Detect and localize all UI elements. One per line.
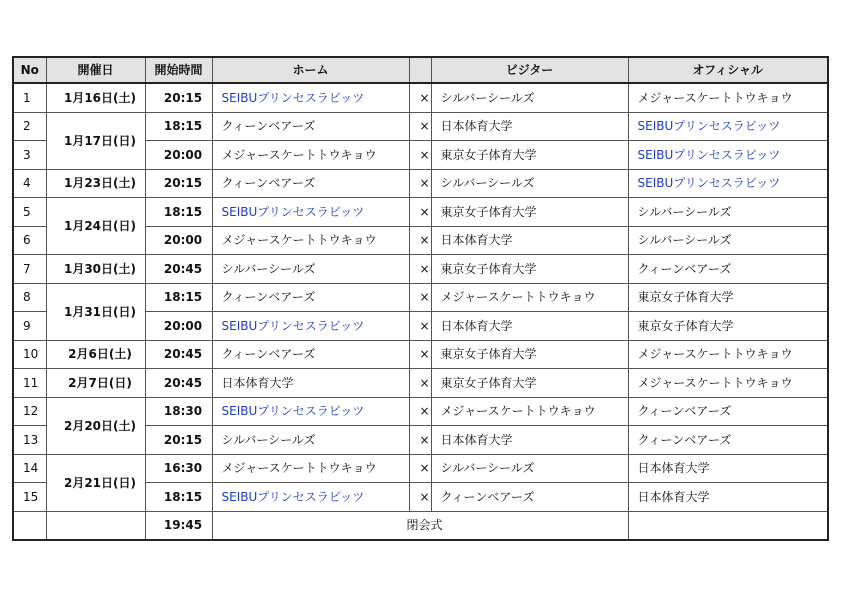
visitor-team: メジャースケートトウキョウ	[431, 283, 628, 312]
row-number: 3	[13, 141, 46, 170]
home-team: シルバーシールズ	[212, 426, 409, 455]
row-number: 10	[13, 340, 46, 369]
official-team: クィーンベアーズ	[628, 397, 828, 426]
home-team: SEIBUプリンセスラビッツ	[212, 198, 409, 227]
header-time: 開始時間	[145, 57, 212, 83]
header-no: No	[13, 57, 46, 83]
home-team: クィーンベアーズ	[212, 112, 409, 141]
date-cell: 2月6日(土)	[46, 340, 145, 369]
date-cell: 1月16日(土)	[46, 83, 145, 112]
start-time: 16:30	[145, 454, 212, 483]
official-team: メジャースケートトウキョウ	[628, 340, 828, 369]
versus-mark: ×	[409, 369, 431, 398]
visitor-team: 東京女子体育大学	[431, 340, 628, 369]
official-team: 東京女子体育大学	[628, 312, 828, 341]
header-row	[13, 57, 828, 83]
table-row	[13, 397, 828, 426]
table-row	[13, 198, 828, 227]
start-time: 20:45	[145, 340, 212, 369]
start-time: 20:00	[145, 141, 212, 170]
versus-mark: ×	[409, 169, 431, 198]
start-time: 18:15	[145, 283, 212, 312]
row-number: 11	[13, 369, 46, 398]
table-row	[13, 369, 828, 398]
table-row	[13, 112, 828, 141]
versus-mark: ×	[409, 483, 431, 512]
header-date: 開催日	[46, 57, 145, 83]
header-vs	[409, 57, 431, 83]
table-row	[13, 340, 828, 369]
closing-time: 19:45	[145, 511, 212, 540]
header-visitor: ビジター	[431, 57, 628, 83]
visitor-team: シルバーシールズ	[431, 454, 628, 483]
date-cell: 2月7日(日)	[46, 369, 145, 398]
start-time: 18:15	[145, 112, 212, 141]
visitor-team: 日本体育大学	[431, 312, 628, 341]
closing-ceremony-row	[13, 511, 828, 540]
start-time: 20:15	[145, 169, 212, 198]
official-team: メジャースケートトウキョウ	[628, 83, 828, 112]
official-team: クィーンベアーズ	[628, 255, 828, 284]
row-number: 9	[13, 312, 46, 341]
date-cell: 1月23日(土)	[46, 169, 145, 198]
empty-cell	[13, 511, 46, 540]
row-number: 1	[13, 83, 46, 112]
visitor-team: シルバーシールズ	[431, 83, 628, 112]
date-cell: 1月31日(日)	[46, 283, 145, 340]
versus-mark: ×	[409, 83, 431, 112]
date-cell: 1月17日(日)	[46, 112, 145, 169]
home-team: シルバーシールズ	[212, 255, 409, 284]
start-time: 20:15	[145, 83, 212, 112]
start-time: 18:15	[145, 483, 212, 512]
visitor-team: 東京女子体育大学	[431, 369, 628, 398]
official-team: 日本体育大学	[628, 483, 828, 512]
home-team: SEIBUプリンセスラビッツ	[212, 312, 409, 341]
official-team: 東京女子体育大学	[628, 283, 828, 312]
visitor-team: クィーンベアーズ	[431, 483, 628, 512]
versus-mark: ×	[409, 283, 431, 312]
row-number: 5	[13, 198, 46, 227]
home-team: 日本体育大学	[212, 369, 409, 398]
row-number: 6	[13, 226, 46, 255]
official-team: クィーンベアーズ	[628, 426, 828, 455]
official-team: 日本体育大学	[628, 454, 828, 483]
visitor-team: メジャースケートトウキョウ	[431, 397, 628, 426]
versus-mark: ×	[409, 198, 431, 227]
start-time: 20:45	[145, 255, 212, 284]
date-cell: 1月30日(土)	[46, 255, 145, 284]
versus-mark: ×	[409, 454, 431, 483]
visitor-team: 日本体育大学	[431, 226, 628, 255]
official-team: SEIBUプリンセスラビッツ	[628, 169, 828, 198]
visitor-team: 日本体育大学	[431, 112, 628, 141]
row-number: 2	[13, 112, 46, 141]
date-cell: 1月24日(日)	[46, 198, 145, 255]
versus-mark: ×	[409, 141, 431, 170]
start-time: 20:15	[145, 426, 212, 455]
empty-cell	[46, 511, 145, 540]
official-team: SEIBUプリンセスラビッツ	[628, 112, 828, 141]
versus-mark: ×	[409, 340, 431, 369]
table-row	[13, 255, 828, 284]
start-time: 18:15	[145, 198, 212, 227]
start-time: 18:30	[145, 397, 212, 426]
home-team: クィーンベアーズ	[212, 169, 409, 198]
versus-mark: ×	[409, 426, 431, 455]
row-number: 12	[13, 397, 46, 426]
visitor-team: シルバーシールズ	[431, 169, 628, 198]
row-number: 13	[13, 426, 46, 455]
home-team: メジャースケートトウキョウ	[212, 141, 409, 170]
official-team: シルバーシールズ	[628, 198, 828, 227]
start-time: 20:00	[145, 312, 212, 341]
home-team: SEIBUプリンセスラビッツ	[212, 397, 409, 426]
visitor-team: 日本体育大学	[431, 426, 628, 455]
table-row	[13, 83, 828, 112]
versus-mark: ×	[409, 312, 431, 341]
home-team: クィーンベアーズ	[212, 340, 409, 369]
table-row	[13, 454, 828, 483]
table-row	[13, 169, 828, 198]
row-number: 7	[13, 255, 46, 284]
visitor-team: 東京女子体育大学	[431, 255, 628, 284]
visitor-team: 東京女子体育大学	[431, 141, 628, 170]
table-row	[13, 283, 828, 312]
versus-mark: ×	[409, 112, 431, 141]
home-team: SEIBUプリンセスラビッツ	[212, 483, 409, 512]
home-team: メジャースケートトウキョウ	[212, 226, 409, 255]
official-team: メジャースケートトウキョウ	[628, 369, 828, 398]
row-number: 15	[13, 483, 46, 512]
schedule-body	[13, 83, 828, 540]
date-cell: 2月21日(日)	[46, 454, 145, 511]
row-number: 8	[13, 283, 46, 312]
row-number: 4	[13, 169, 46, 198]
date-cell: 2月20日(土)	[46, 397, 145, 454]
schedule-table	[12, 56, 829, 541]
official-team: シルバーシールズ	[628, 226, 828, 255]
versus-mark: ×	[409, 397, 431, 426]
start-time: 20:00	[145, 226, 212, 255]
header-official: オフィシャル	[628, 57, 828, 83]
versus-mark: ×	[409, 226, 431, 255]
closing-ceremony-label: 閉会式	[212, 511, 628, 540]
empty-cell	[628, 511, 828, 540]
visitor-team: 東京女子体育大学	[431, 198, 628, 227]
home-team: メジャースケートトウキョウ	[212, 454, 409, 483]
header-home: ホーム	[212, 57, 409, 83]
home-team: SEIBUプリンセスラビッツ	[212, 83, 409, 112]
versus-mark: ×	[409, 255, 431, 284]
start-time: 20:45	[145, 369, 212, 398]
row-number: 14	[13, 454, 46, 483]
home-team: クィーンベアーズ	[212, 283, 409, 312]
official-team: SEIBUプリンセスラビッツ	[628, 141, 828, 170]
